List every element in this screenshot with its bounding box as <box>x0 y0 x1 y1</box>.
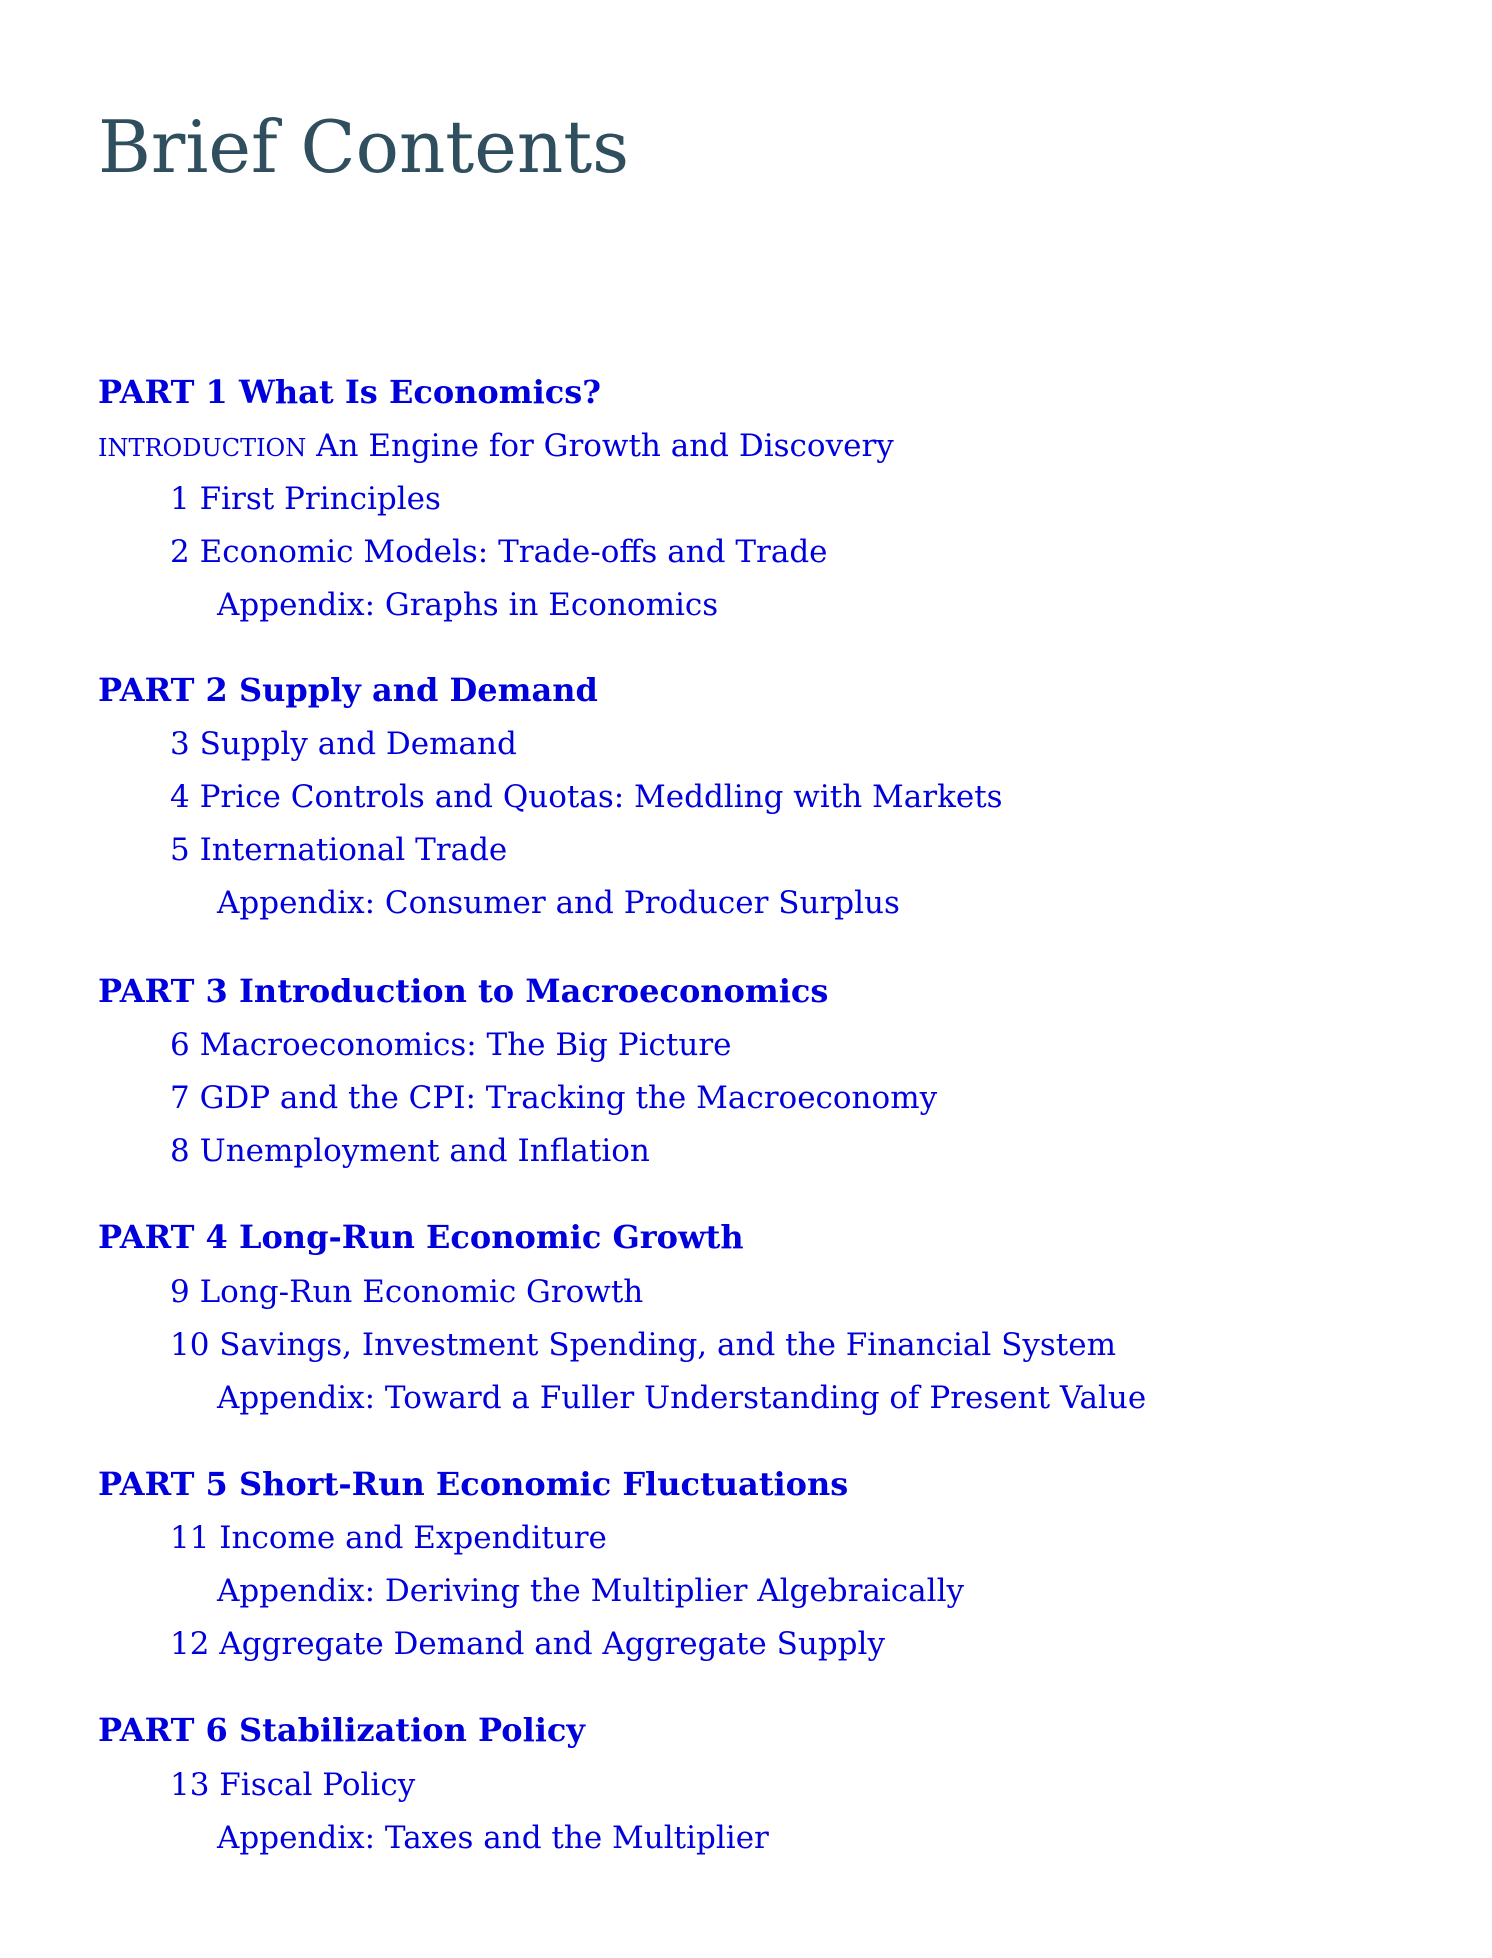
chapter-9-entry[interactable]: 9 Long-Run Economic Growth <box>170 1274 644 1310</box>
page-title: Brief Contents <box>98 105 630 189</box>
chapter-4-entry[interactable]: 4 Price Controls and Quotas: Meddling with Markets <box>170 779 1003 815</box>
introduction-title: An Engine for Growth and Discovery <box>316 428 894 464</box>
chapter-10-entry[interactable]: 10 Savings, Investment Spending, and the Financial System <box>170 1327 1116 1363</box>
chapter-3-entry[interactable]: 3 Supply and Demand <box>170 726 517 762</box>
part-3-heading[interactable]: PART 3 Introduction to Macroeconomics <box>98 972 829 1010</box>
part-1-heading[interactable]: PART 1 What Is Economics? <box>98 373 602 411</box>
appendix-chapter-13-entry[interactable]: Appendix: Taxes and the Multiplier <box>217 1820 769 1856</box>
chapter-13-entry[interactable]: 13 Fiscal Policy <box>170 1767 416 1803</box>
part-6-heading[interactable]: PART 6 Stabilization Policy <box>98 1711 585 1749</box>
introduction-label: INTRODUCTION <box>98 434 307 462</box>
appendix-chapter-10-entry[interactable]: Appendix: Toward a Fuller Understanding of Present Value <box>217 1380 1147 1416</box>
chapter-1-entry[interactable]: 1 First Principles <box>170 481 441 517</box>
chapter-12-entry[interactable]: 12 Aggregate Demand and Aggregate Supply <box>170 1626 885 1662</box>
chapter-6-entry[interactable]: 6 Macroeconomics: The Big Picture <box>170 1027 732 1063</box>
part-5-heading[interactable]: PART 5 Short-Run Economic Fluctuations <box>98 1465 849 1503</box>
chapter-8-entry[interactable]: 8 Unemployment and Inflation <box>170 1133 650 1169</box>
introduction-entry[interactable] <box>98 424 894 468</box>
chapter-7-entry[interactable]: 7 GDP and the CPI: Tracking the Macroeconomy <box>170 1080 938 1116</box>
appendix-chapter-2-entry[interactable]: Appendix: Graphs in Economics <box>217 587 719 623</box>
chapter-11-entry[interactable]: 11 Income and Expenditure <box>170 1520 607 1556</box>
part-2-heading[interactable]: PART 2 Supply and Demand <box>98 671 598 709</box>
part-4-heading[interactable]: PART 4 Long-Run Economic Growth <box>98 1218 744 1256</box>
appendix-chapter-5-entry[interactable]: Appendix: Consumer and Producer Surplus <box>217 885 900 921</box>
appendix-chapter-11-entry[interactable]: Appendix: Deriving the Multiplier Algebraically <box>217 1573 964 1609</box>
chapter-2-entry[interactable]: 2 Economic Models: Trade-offs and Trade <box>170 534 828 570</box>
chapter-5-entry[interactable]: 5 International Trade <box>170 832 508 868</box>
